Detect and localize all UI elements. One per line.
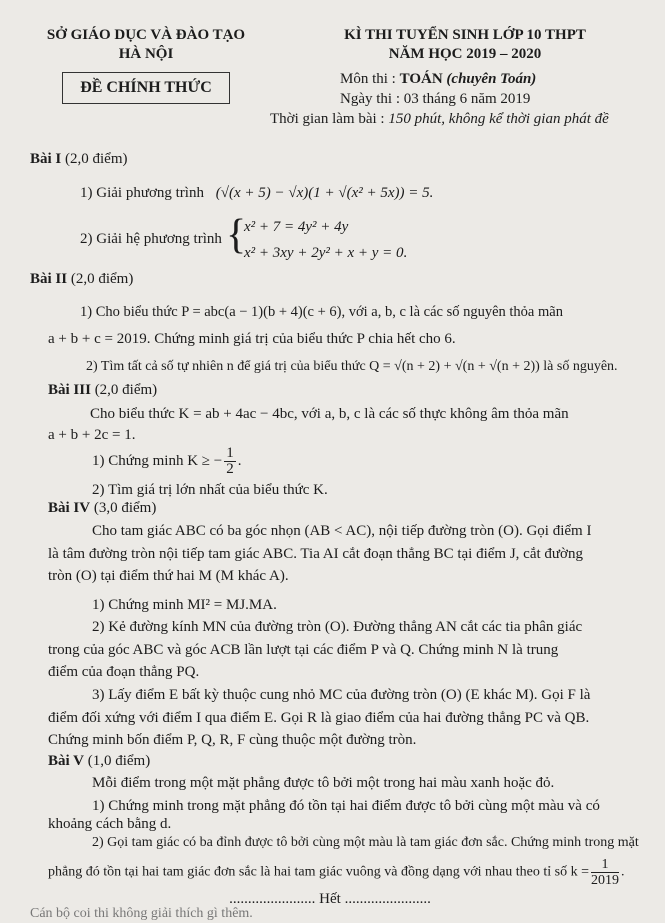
b5-q2-denominator: 2019 [590, 873, 619, 888]
b1-q2-eq2 [244, 244, 407, 263]
b4-q3-line3: Chứng minh bốn điểm P, Q, R, F cùng thuộc một đường tròn. [48, 732, 417, 748]
subject-note: (chuyên Toán) [446, 71, 537, 87]
subject-line [340, 70, 536, 89]
b5-q1-line2: khoảng cách bằng d. [48, 816, 172, 832]
b5-heading [48, 752, 150, 771]
b5-q1-line1: 1) Chứng minh trong mặt phẳng đó tồn tại hai điểm được tô bởi cùng một màu và có [92, 798, 600, 814]
subject-name: TOÁN [399, 71, 443, 87]
b4-q1: 1) Chứng minh MI² = MJ.MA. [92, 597, 277, 613]
b5-q2-line2 [48, 857, 624, 888]
time-value: 150 phút, không kể thời gian phát đề [388, 111, 609, 127]
b1-q2-end: . [403, 245, 408, 261]
b4-q3-line1: 3) Lấy điểm E bất kỳ thuộc cung nhỏ MC của đường tròn (O) (E khác M). Gọi F là [92, 687, 591, 703]
b2-title: Bài II [30, 271, 68, 287]
b1-q2-text: 2) Giải hệ phương trình [80, 231, 222, 247]
b2-heading [30, 270, 133, 289]
b4-q3-line2: điểm đối xứng với điểm I qua điểm E. Gọi R là giao điểm của hai đường thẳng PC và QB. [48, 710, 590, 726]
b3-heading [48, 381, 157, 400]
b5-intro: Mỗi điểm trong một mặt phẳng được tô bởi một trong hai màu xanh hoặc đỏ. [92, 775, 555, 791]
b4-p1-line3: tròn (O) tại điểm thứ hai M (M khác A). [48, 568, 289, 584]
b1-heading [30, 150, 128, 169]
b3-q1 [92, 446, 242, 477]
b4-p1-line1: Cho tam giác ABC có ba góc nhọn (AB < AC), nội tiếp đường tròn (O). Gọi điểm I [92, 523, 592, 539]
b4-points: (3,0 điểm) [93, 500, 157, 516]
b4-q2-line1: 2) Kẻ đường kính MN của đường tròn (O). Đường thẳng AN cắt các tia phân giác [92, 619, 583, 635]
b1-q1 [80, 184, 433, 203]
b4-title: Bài IV [48, 500, 91, 516]
b4-q2-line3: điểm của đoạn thẳng PQ. [48, 664, 200, 680]
b5-q2-numerator: 1 [591, 857, 619, 873]
b1-system-brace: { [226, 212, 247, 258]
exam-title: KÌ THI TUYỂN SINH LỚP 10 THPT [344, 27, 586, 43]
b4-p1-line2: là tâm đường tròn nội tiếp tam giác ABC. Tia AI cắt đoạn thẳng BC tại điểm J, cắt đường [48, 546, 583, 562]
b5-q2-line1: 2) Gọi tam giác có ba đỉnh được tô bởi cùng một màu là tam giác đơn sắc. Chứng minh trong mặt [92, 835, 639, 850]
school-year: NĂM HỌC 2019 – 2020 [388, 46, 542, 62]
b3-q1-numerator: 1 [226, 445, 234, 461]
b1-q2-eq1: x² + 7 = 4y² + 4y [244, 219, 349, 235]
end-marker: ....................... Hết ....................... [229, 891, 431, 907]
time-label: Thời gian làm bài : [270, 111, 389, 127]
b5-q2-line2-text: phẳng đó tồn tại hai tam giác đơn sắc là hai tam giác vuông và đồng dạng với nhau theo tỉ số k = [48, 864, 589, 880]
b5-q2-end: . [620, 864, 625, 880]
b2-points: (2,0 điểm) [70, 271, 134, 287]
time-line [270, 110, 609, 129]
b3-q1-end: . [237, 452, 242, 469]
b1-q1-equation: (√(x + 5) − √x)(1 + √(x² + 5x)) = 5. [215, 185, 434, 201]
b1-q1-text: 1) Giải phương trình [80, 185, 204, 201]
b1-points: (2,0 điểm) [65, 151, 128, 167]
proctor-note: Cán bộ coi thi không giải thích gì thêm. [30, 906, 253, 921]
b5-title: Bài V [48, 753, 84, 769]
subject-label: Môn thi : [340, 71, 400, 87]
city-name: HÀ NỘI [118, 46, 174, 62]
b5-q2-fraction [591, 857, 619, 888]
official-stamp-box: ĐỀ CHÍNH THỨC [62, 72, 230, 104]
b3-q1-denominator: 2 [226, 461, 234, 477]
b3-line2: a + b + 2c = 1. [48, 427, 136, 443]
b2-q1-line2: a + b + c = 2019. Chứng minh giá trị của biểu thức P chia hết cho 6. [48, 331, 456, 347]
ministry-name: SỞ GIÁO DỤC VÀ ĐÀO TẠO [46, 27, 246, 43]
b2-q1-line1: 1) Cho biểu thức P = abc(a − 1)(b + 4)(c + 6), với a, b, c là các số nguyên thỏa mãn [80, 304, 563, 320]
b1-q2-eq2-body: x² + 3xy + 2y² + x + y = 0 [244, 245, 404, 261]
b4-q2-line2: trong của góc ABC và góc ACB lần lượt tại các điểm P và Q. Chứng minh N là trung [48, 642, 559, 658]
b4-heading [48, 499, 156, 518]
b3-q1-text: 1) Chứng minh K ≥ − [92, 452, 223, 469]
exam-date: Ngày thi : 03 tháng 6 năm 2019 [340, 91, 531, 107]
b3-title: Bài III [48, 382, 91, 398]
b1-title: Bài I [30, 151, 62, 167]
b3-q2: 2) Tìm giá trị lớn nhất của biểu thức K. [92, 482, 328, 498]
b3-line1: Cho biểu thức K = ab + 4ac − 4bc, với a, b, c là các số thực không âm thỏa mãn [90, 406, 569, 422]
b5-points: (1,0 điểm) [87, 753, 151, 769]
b3-points: (2,0 điểm) [94, 382, 158, 398]
b2-q2: 2) Tìm tất cả số tự nhiên n để giá trị của biểu thức Q = √(n + 2) + √(n + √(n + 2)) là số nguyên. [86, 359, 618, 374]
b3-q1-fraction [224, 446, 236, 477]
